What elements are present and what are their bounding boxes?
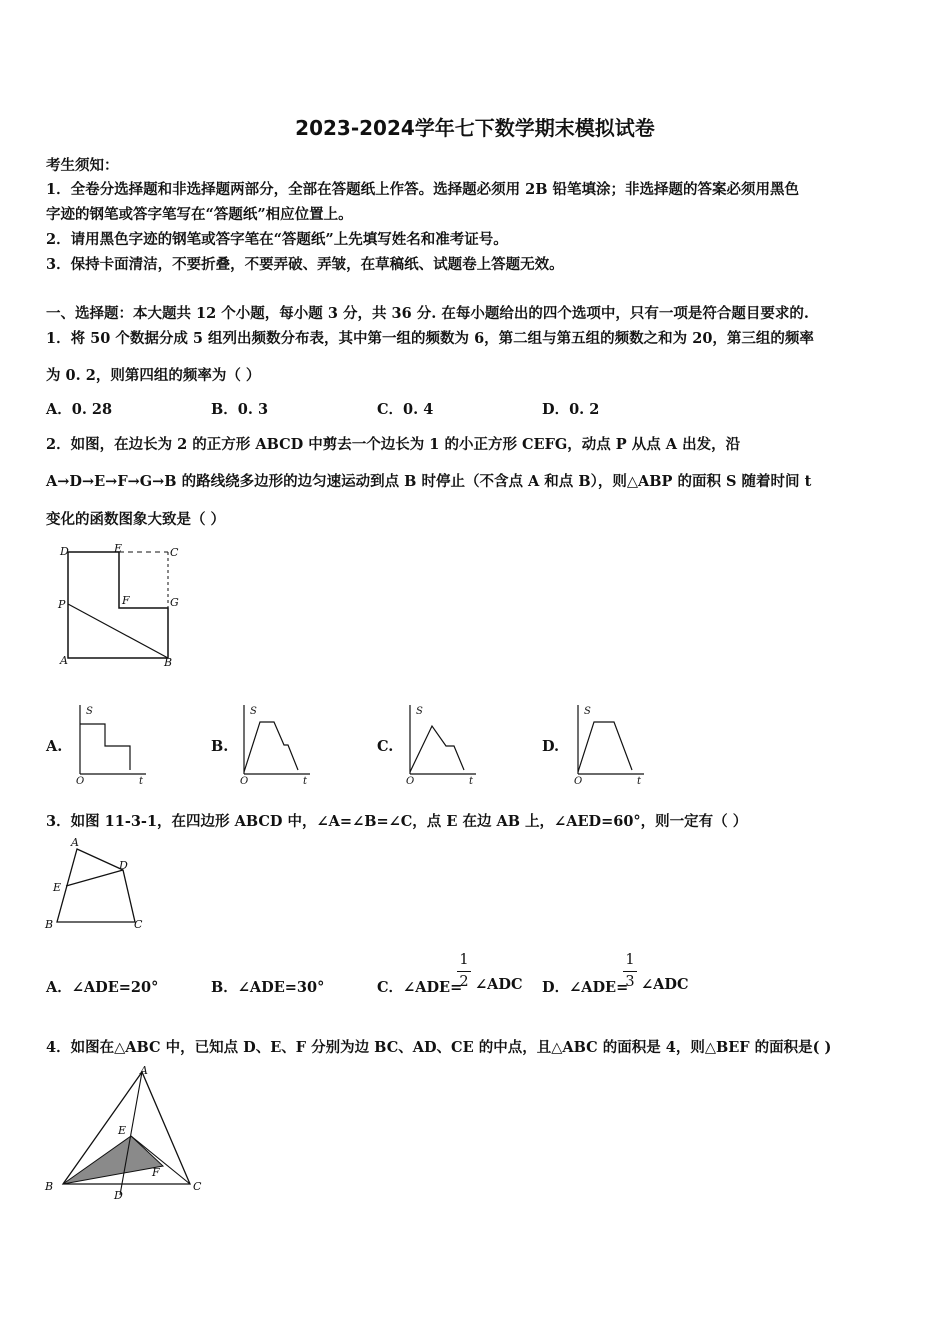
q2-d-o-label: O <box>574 776 583 785</box>
q2-text: 2．如图，在边长为 2 的正方形 ABCD 中剪去一个边长为 1 的小正方形 CEFG，动点 P 从点 A 出发，沿 <box>46 436 741 453</box>
q2-square-figure <box>52 540 202 670</box>
q2-graph-a <box>72 700 152 785</box>
q2-label-g: G <box>170 596 179 609</box>
notice-heading: 考生须知： <box>46 157 119 174</box>
q3-option-d-suffix: ∠ADC <box>641 976 689 993</box>
q4-triangle-figure <box>40 1062 220 1207</box>
q3-label-e: E <box>53 881 62 894</box>
q2-b-t-label: t <box>303 776 308 785</box>
q2-option-c: C. <box>377 738 394 755</box>
q2-option-a: A. <box>46 738 63 755</box>
q3-option-c-suffix: ∠ADC <box>475 976 523 993</box>
q1-text-cont: 为 0. 2，则第四组的频率为（ ） <box>46 367 261 384</box>
q2-option-d: D. <box>542 738 560 755</box>
q3-option-d-prefix: D．∠ADE= <box>542 979 629 996</box>
page-title: 2023-2024学年七下数学期末模拟试卷 <box>295 116 655 140</box>
q2-option-b: B. <box>211 738 229 755</box>
q3-quadrilateral-figure <box>40 834 160 934</box>
q3-text: 3．如图 11-3-1，在四边形 ABCD 中，∠A=∠B=∠C，点 E 在边 AB 上，∠AED=60°，则一定有（ ） <box>46 813 748 830</box>
q3-label-b: B <box>45 918 54 931</box>
q1-text: 1．将 50 个数据分成 5 组列出频数分布表，其中第一组的频数为 6，第二组与第五组的频数之和为 20，第三组的频率 <box>46 330 814 347</box>
q2-label-e: E <box>114 542 123 555</box>
q4-label-d: D <box>114 1189 123 1202</box>
q1-option-c: C．0. 4 <box>377 401 434 418</box>
q2-graph-d <box>570 700 650 785</box>
notice-item-2: 2．请用黑色字迹的钢笔或答字笔在“答题纸”上先填写姓名和准考证号。 <box>46 231 508 248</box>
q3-option-c-numerator: 1 <box>459 952 469 968</box>
section-heading: 一、选择题：本大题共 12 个小题，每小题 3 分，共 36 分. 在每小题给出的四个选项中，只有一项是符合题目要求的. <box>46 305 809 322</box>
q2-label-p: P <box>58 598 66 611</box>
q3-option-a: A．∠ADE=20° <box>46 979 159 996</box>
q2-d-t-label: t <box>637 776 642 785</box>
notice-item-1-cont: 字迹的钢笔或答字笔写在“答题纸”相应位置上。 <box>46 206 353 223</box>
q2-label-d: D <box>60 545 69 558</box>
q3-label-a: A <box>71 836 79 849</box>
q2-text-cont: A→D→E→F→G→B 的路线绕多边形的边匀速运动到点 B 时停止（不含点 A 和点 B），则△ABP 的面积 S 随着时间 t <box>46 473 812 490</box>
q2-c-o-label: O <box>406 776 415 785</box>
q4-label-a: A <box>140 1064 148 1077</box>
q4-label-b: B <box>45 1180 54 1193</box>
notice-item-3: 3．保持卡面清洁，不要折叠，不要弄破、弄皱，在草稿纸、试题卷上答题无效。 <box>46 256 564 273</box>
q2-label-a: A <box>60 654 68 667</box>
notice-item-1: 1．全卷分选择题和非选择题两部分，全部在答题纸上作答。选择题必须用 2B 铅笔填涂；非选择题的答案必须用黑色 <box>46 181 800 198</box>
q2-b-s-label: S <box>250 706 257 717</box>
q4-label-c: C <box>193 1180 202 1193</box>
q4-label-f: F <box>152 1166 160 1179</box>
q2-text-cont2: 变化的函数图象大致是（ ） <box>46 511 226 528</box>
q1-option-a: A．0. 28 <box>46 401 113 418</box>
q1-option-b: B．0. 3 <box>211 401 269 418</box>
q3-option-d-denominator: 3 <box>625 973 635 990</box>
q2-c-s-label: S <box>416 706 423 717</box>
q3-option-d-fraction <box>623 953 637 989</box>
q3-option-b: B．∠ADE=30° <box>211 979 325 996</box>
q2-b-o-label: O <box>240 776 249 785</box>
q1-option-d: D．0. 2 <box>542 401 600 418</box>
q2-c-t-label: t <box>469 776 474 785</box>
q4-text: 4．如图在△ABC 中，已知点 D、E、F 分别为边 BC、AD、CE 的中点，且△ABC 的面积是 4，则△BEF 的面积是( ) <box>46 1039 832 1056</box>
q2-label-c: C <box>170 546 179 559</box>
q2-label-f: F <box>122 594 130 607</box>
q3-option-c-prefix: C．∠ADE= <box>377 979 463 996</box>
q3-option-c-denominator: 2 <box>459 973 469 990</box>
q2-a-s-label: S <box>86 706 93 717</box>
q3-option-d-numerator: 1 <box>625 952 635 968</box>
q2-graph-c <box>402 700 482 785</box>
q2-graph-b <box>236 700 316 785</box>
q3-option-c-fraction <box>457 953 471 989</box>
q3-label-d: D <box>119 859 128 872</box>
q3-label-c: C <box>134 918 143 931</box>
q2-label-b: B <box>164 656 173 669</box>
q2-a-o-label: O <box>76 776 85 785</box>
q2-a-t-label: t <box>139 776 144 785</box>
q4-label-e: E <box>118 1124 127 1137</box>
q2-d-s-label: S <box>584 706 591 717</box>
